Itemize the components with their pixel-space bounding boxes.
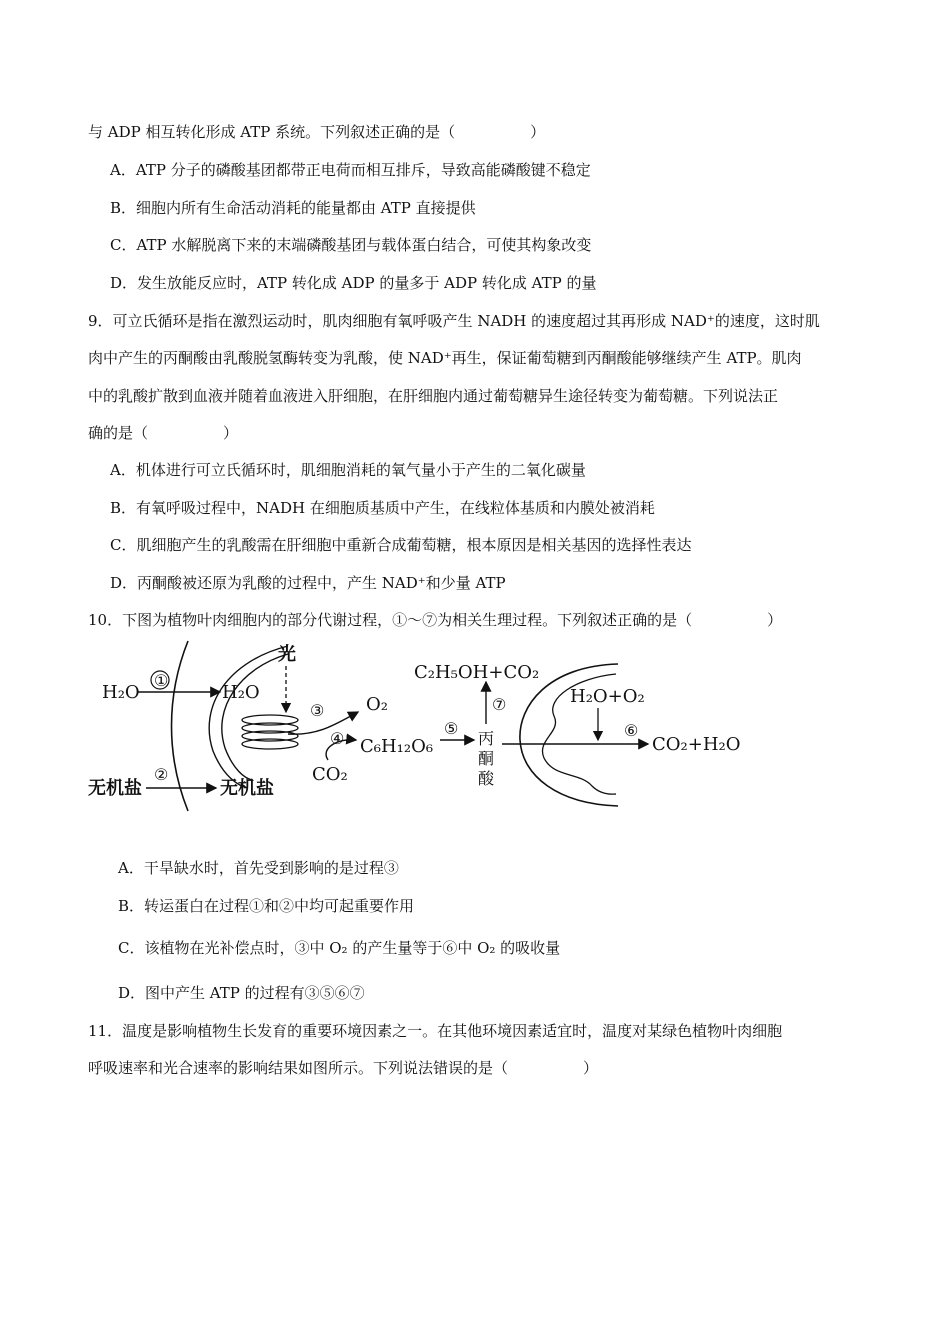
q10-option-c: C．该植物在光补偿点时，③中 O₂ 的产生量等于⑥中 O₂ 的吸收量 [118,939,561,957]
process-6-label: ⑥ [624,721,639,740]
process-1-label: ① [154,671,169,690]
q10-option-b: B．转运蛋白在过程①和②中均可起重要作用 [118,897,415,915]
q11-stem-line-2: 呼吸速率和光合速率的影响结果如图所示。下列说法错误的是（ ） [88,1059,599,1077]
q9-stem-line-4: 确的是（ ） [88,424,239,442]
thylakoid-grana [242,715,298,749]
salt-outside-label: 无机盐 [88,778,142,799]
process-4-label: ④ [330,729,345,748]
light-label: 光 [278,644,296,665]
o2-label: O₂ [366,694,388,715]
glucose-label: C₆H₁₂O₆ [360,736,434,757]
metabolism-diagram [88,636,768,816]
co2-h2o-label: CO₂+H₂O [652,734,741,755]
pyruvate-char-3: 酸 [478,769,495,788]
q8-option-a: A．ATP 分子的磷酸基团都带正电荷而相互排斥，导致高能磷酸键不稳定 [110,161,591,179]
chloroplast-inner-membrane [222,654,288,780]
q8-stem: 与 ADP 相互转化形成 ATP 系统。下列叙述正确的是（ ） [88,123,546,141]
q9-stem-line-2: 肉中产生的丙酮酸由乳酸脱氢酶转变为乳酸，使 NAD⁺再生，保证葡萄糖到丙酮酸能够继续产生 ATP。肌肉 [88,349,802,367]
pyruvate-char-2: 酮 [478,749,495,768]
pyruvate-char-1: 丙 [478,729,495,748]
salt-inside-label: 无机盐 [220,778,274,799]
h2o-o2-label: H₂O+O₂ [570,686,645,707]
q10-option-d: D．图中产生 ATP 的过程有③⑤⑥⑦ [118,984,365,1002]
h2o-outside-label: H₂O [102,682,140,703]
q11-stem-line-1: 11．温度是影响植物生长发育的重要环境因素之一。在其他环境因素适宜时，温度对某绿色植物叶肉细胞 [88,1022,783,1040]
process-7-label: ⑦ [492,695,507,714]
q8-option-c: C．ATP 水解脱离下来的末端磷酸基团与载体蛋白结合，可使其构象改变 [110,236,592,254]
cell-membrane [172,641,189,811]
process-2-label: ② [154,765,169,784]
q10-option-a: A．干旱缺水时，首先受到影响的是过程③ [118,859,399,877]
co2-label: CO₂ [312,764,348,785]
q9-option-c: C．肌细胞产生的乳酸需在肝细胞中重新合成葡萄糖，根本原因是相关基因的选择性表达 [110,536,692,554]
q9-option-b: B．有氧呼吸过程中，NADH 在细胞质基质中产生，在线粒体基质和内膜处被消耗 [110,499,655,517]
ethanol-label: C₂H₅OH+CO₂ [414,662,540,683]
h2o-inside-label: H₂O [222,682,260,703]
q8-option-b: B．细胞内所有生命活动消耗的能量都由 ATP 直接提供 [110,199,476,217]
q9-stem-line-3: 中的乳酸扩散到血液并随着血液进入肝细胞，在肝细胞内通过葡萄糖异生途径转变为葡萄糖。下列说法正 [88,387,779,405]
q9-option-d: D．丙酮酸被还原为乳酸的过程中，产生 NAD⁺和少量 ATP [110,574,506,592]
q9-stem-line-1: 9．可立氏循环是指在激烈运动时，肌肉细胞有氧呼吸产生 NADH 的速度超过其再形成 NAD⁺的速度，这时肌 [88,312,820,330]
process-3-label: ③ [310,701,325,720]
q9-option-a: A．机体进行可立氏循环时，肌细胞消耗的氧气量小于产生的二氧化碳量 [110,461,586,479]
q8-option-d: D．发生放能反应时，ATP 转化成 ADP 的量多于 ADP 转化成 ATP 的量 [110,274,597,292]
process-5-label: ⑤ [444,719,459,738]
q10-stem: 10．下图为植物叶肉细胞内的部分代谢过程，①～⑦为相关生理过程。下列叙述正确的是（ ） [88,611,783,629]
